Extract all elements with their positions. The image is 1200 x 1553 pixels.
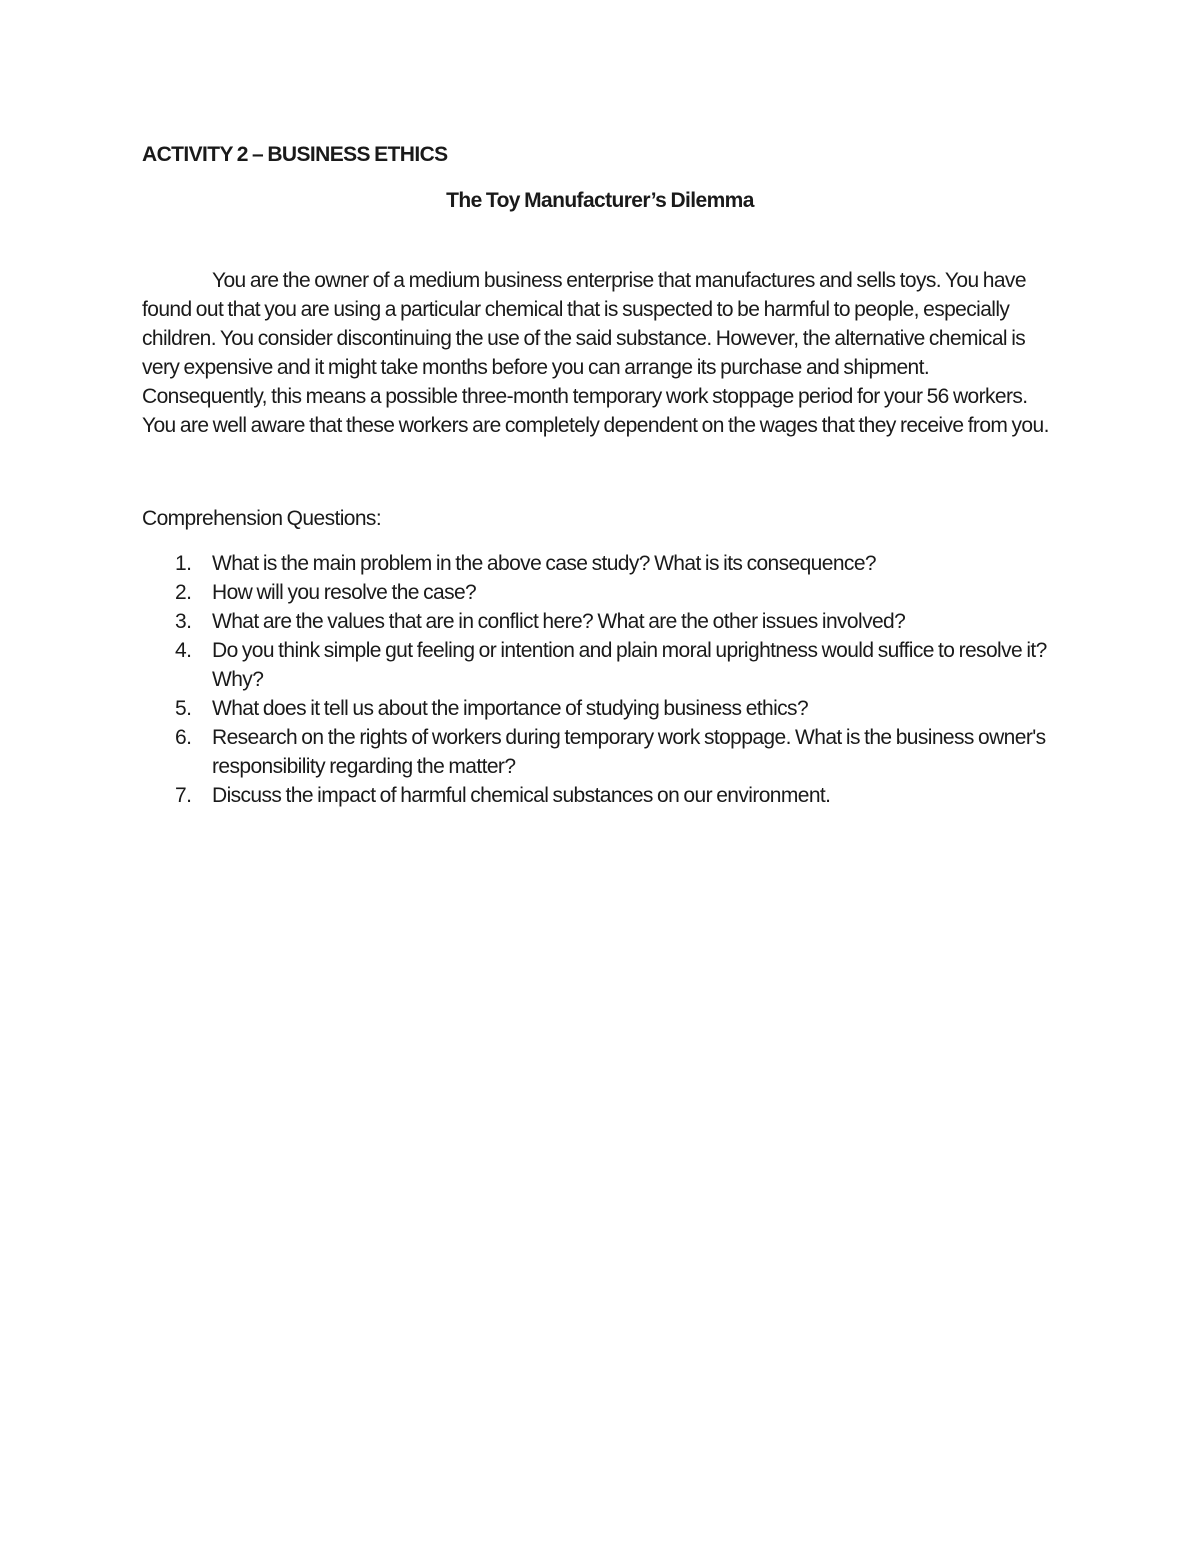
questions-heading: Comprehension Questions:	[142, 507, 382, 530]
question-number: 6.	[175, 726, 192, 749]
question-number: 4.	[175, 639, 192, 662]
question-text: How will you resolve the case?	[212, 581, 477, 604]
question-number: 7.	[175, 784, 192, 807]
activity-title: ACTIVITY 2 – BUSINESS ETHICS	[142, 143, 448, 166]
question-number: 3.	[175, 610, 192, 633]
question-item-3	[142, 607, 1058, 636]
question-text: What are the values that are in conflict here? What are the other issues involved?	[212, 610, 906, 633]
question-item-4	[142, 636, 1058, 694]
question-text: Do you think simple gut feeling or intention and plain moral uprightness would suffice to resolve it? Why?	[212, 639, 1047, 691]
question-item-2	[142, 578, 1058, 607]
question-item-7	[142, 781, 1058, 810]
case-title: The Toy Manufacturer’s Dilemma	[446, 189, 754, 212]
document-content	[142, 140, 1058, 810]
question-number: 1.	[175, 552, 192, 575]
case-body-paragraph: You are the owner of a medium business enterprise that manufactures and sells toys. You have found out that you are using a particular chemical that is suspected to be harmful to people, especially children. You consider discontinuing the use of the said substance. However, the alternative chemical is very expensive and it might take months before you can arrange its purchase and shipment. Consequently, this means a possible three-month temporary work stoppage period for your 56 workers. You are well aware that these workers are completely dependent on the wages that they receive from you.	[142, 269, 1049, 437]
questions-list	[142, 549, 1058, 810]
question-item-1	[142, 549, 1058, 578]
question-item-6	[142, 723, 1058, 781]
question-item-5	[142, 694, 1058, 723]
question-text: Discuss the impact of harmful chemical substances on our environment.	[212, 784, 831, 807]
question-number: 5.	[175, 697, 192, 720]
question-text: Research on the rights of workers during temporary work stoppage. What is the business owner's responsibility regarding the matter?	[212, 726, 1046, 778]
question-number: 2.	[175, 581, 192, 604]
question-text: What does it tell us about the importance of studying business ethics?	[212, 697, 809, 720]
question-text: What is the main problem in the above case study? What is its consequence?	[212, 552, 876, 575]
